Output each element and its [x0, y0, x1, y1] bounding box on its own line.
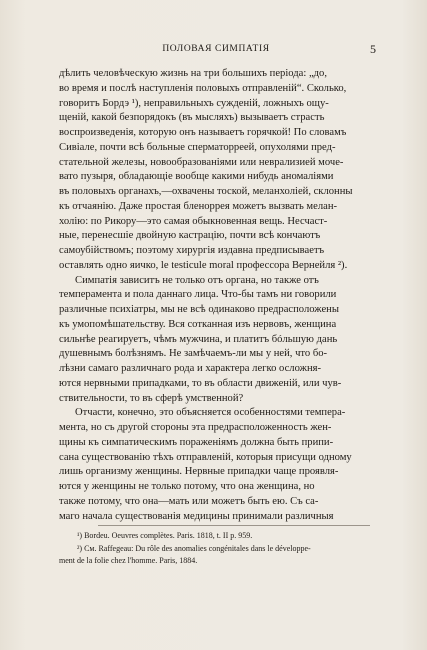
- footnote-2-continued: ment de la folie chez l'homme. Paris, 1884.: [59, 556, 198, 565]
- text-line: щеній, какой безпорядокъ (въ мысляхъ) вызываетъ страсть: [59, 112, 325, 124]
- paragraph-start-line: Отчасти, конечно, это объясняется особенностями темпера-: [75, 407, 346, 419]
- text-line: сильнѣе реагируетъ, чѣмъ мужчина, и платитъ бóльшую дань: [59, 333, 338, 345]
- text-line: къ отчаянію. Даже простая бленоррея можетъ вызвать мелан-: [59, 200, 338, 212]
- text-line: въ половыхъ органахъ,—охвачены тоской, меланхоліей, склонны: [59, 186, 353, 197]
- text-line: Сивіале, почти всѣ больные сперматорреей, опухолями пред-: [59, 141, 336, 153]
- text-line: стательной железы, новообразованіями или неврализией моче-: [59, 156, 344, 168]
- text-line: воспроизведенія, которую онъ называетъ горячкой! По словамъ: [59, 127, 347, 138]
- page-number: 5: [370, 42, 376, 56]
- text-line: сана существованію тѣхъ отправленій, которыя присущи одному: [59, 451, 352, 463]
- body-text: [59, 67, 371, 524]
- text-line: къ умопомѣшательству. Вся сотканная изъ нервовъ, женщина: [59, 318, 337, 330]
- footnote-2: ²) См. Raffegeau: Du rôle des anomalies congénitales dans le développe-: [77, 543, 311, 553]
- text-line: различные психіатры, мы не всѣ одинаково предрасположены: [59, 304, 339, 315]
- text-line: вато пузыря, обладающіе вообще какими нибудь аномаліями: [59, 171, 334, 183]
- text-line: лишь организму женщины. Нервные припадки чаще проявля-: [59, 466, 339, 478]
- text-line: холію: по Рикору—это самая обыкновенная вещь. Несчаст-: [59, 215, 328, 227]
- running-title: ПОЛОВАЯ СИМПАТІЯ: [162, 44, 270, 54]
- text-line: также потому, что она—мать или можетъ быть ею. Съ са-: [59, 495, 319, 507]
- text-line: душевнымъ болѣзнямъ. Не замѣчаемъ-ли мы у ней, что бо-: [59, 348, 328, 360]
- text-line: самоубійствомъ; поэтому хирургія издавна предписываетъ: [59, 245, 325, 256]
- text-line: ные, перенесшіе двойную кастрацію, почти всѣ кончаютъ: [59, 230, 321, 242]
- text-line: маго начала существованія медицины принимали различныя: [59, 510, 334, 522]
- text-line: говоритъ Бордэ ¹), неправильныхъ сужденій, ложныхъ ощу-: [59, 97, 329, 109]
- text-line: лѣзни самаго различнаго рода и характера легко осложня-: [59, 363, 322, 374]
- text-line: ются нервными припадками, то въ области движеній, или чув-: [59, 377, 342, 389]
- text-line: мента, но съ другой стороны эта предрасположенность жен-: [59, 422, 332, 433]
- footnote-divider: [98, 525, 370, 526]
- text-line: темперамента и пола даннаго лица. Что-бы тамъ ни говорили: [59, 289, 337, 301]
- text-line: ствительности, то въ сферѣ умственной?: [59, 392, 244, 404]
- text-line: ются у женщины не только потому, что она женщина, но: [59, 481, 315, 492]
- text-line: во время и послѣ наступленія половыхъ отправленій“. Сколько,: [59, 82, 347, 94]
- text-line: оставлять одно яичко, le testicule moral профессора Вернейля ²).: [59, 259, 348, 271]
- footnotes: [59, 530, 371, 568]
- page-header: [56, 44, 376, 58]
- footnote-1: ¹) Bordeu. Oeuvres complètes. Paris. 1818, t. II p. 959.: [77, 531, 253, 540]
- paragraph-start-line: Симпатія зависитъ не только отъ органа, но также отъ: [75, 274, 319, 286]
- text-line: щины къ симпатическимъ пораженіямъ должна быть припи-: [59, 436, 334, 448]
- text-line: дѣлить человѣческую жизнь на три большихъ періода: „до,: [59, 68, 327, 79]
